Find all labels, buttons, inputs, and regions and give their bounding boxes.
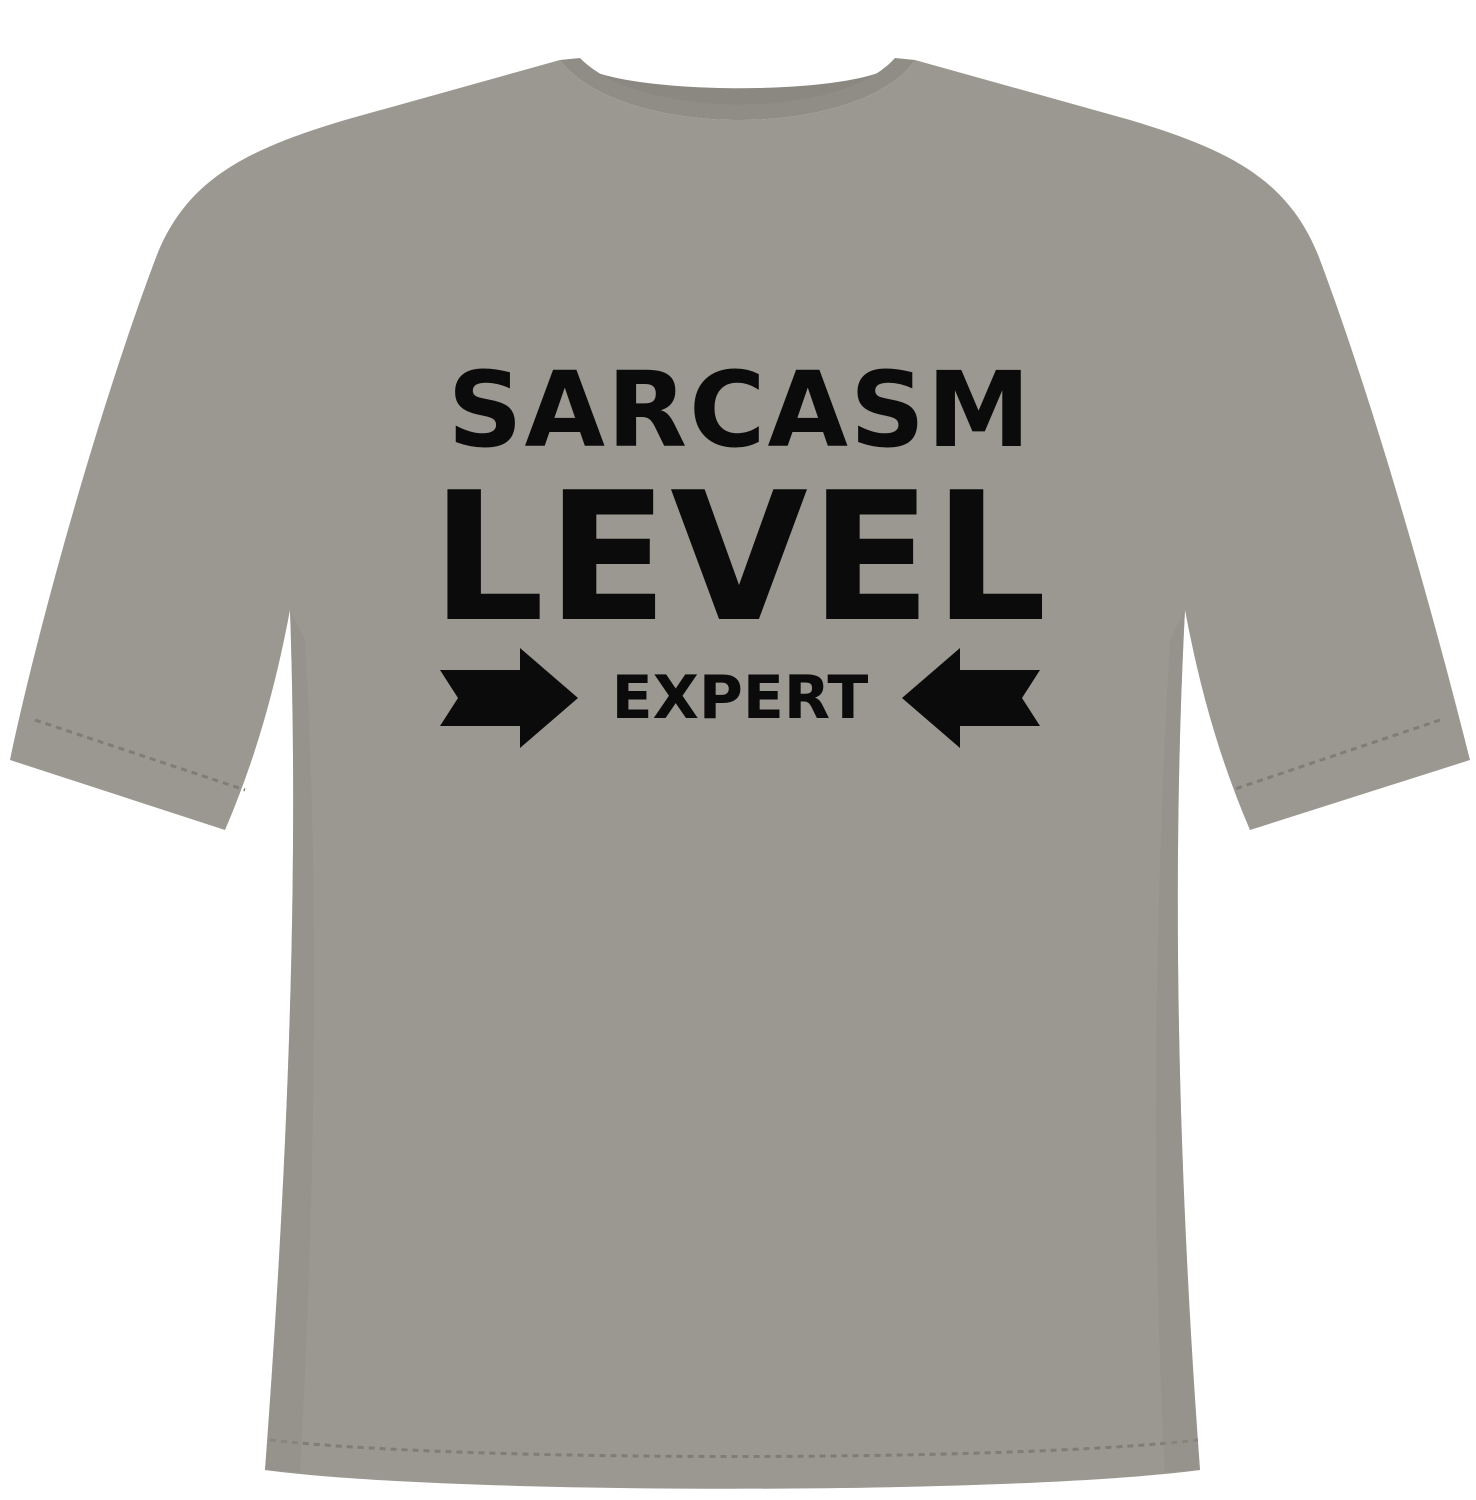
print-line-sarcasm: SARCASM	[447, 349, 1033, 471]
arrow-right-icon	[440, 648, 600, 748]
print-line-level: LEVEL	[431, 454, 1049, 661]
print-line-expert: EXPERT	[611, 663, 869, 733]
shirt-print	[400, 350, 1080, 770]
print-expert-row	[400, 648, 1080, 748]
arrow-left-icon	[880, 648, 1040, 748]
tshirt-body	[10, 60, 1470, 1489]
